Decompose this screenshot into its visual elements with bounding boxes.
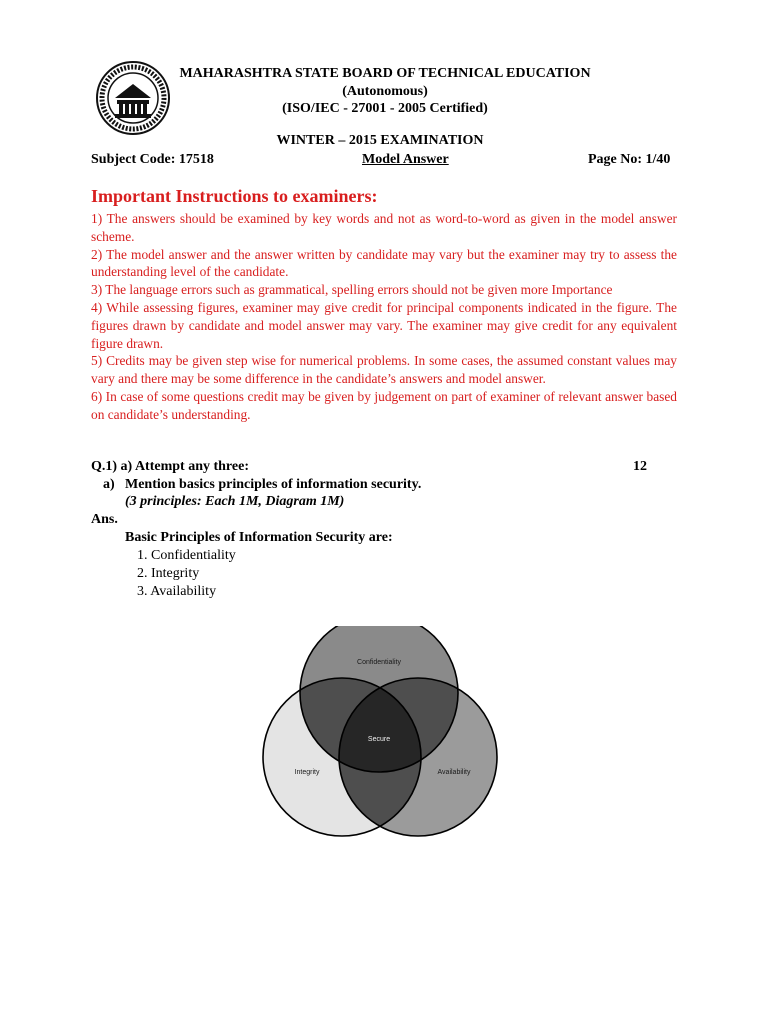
instruction-item: 2) The model answer and the answer written by candidate may vary but the examiner may try to assess the understanding level of the candidate. — [91, 246, 677, 280]
page-number: Page No: 1/40 — [588, 152, 671, 167]
instruction-item: 6) In case of some questions credit may be given by judgement on part of examiner of relevant answer based on candidate’s understanding. — [91, 388, 677, 422]
instruction-item: 3) The language errors such as grammatical, spelling errors should not be given more Importance — [91, 282, 613, 298]
org-name: MAHARASHTRA STATE BOARD OF TECHNICAL EDUCATION — [179, 66, 591, 81]
venn-diagram — [255, 626, 505, 846]
secure-label: Secure — [367, 736, 391, 743]
autonomous-label: (Autonomous) — [342, 84, 428, 99]
integrity-label: Integrity — [294, 769, 320, 776]
list-item: 1. Confidentiality — [137, 548, 236, 563]
sub-question-label: a) — [103, 477, 115, 492]
subject-code: Subject Code: 17518 — [91, 152, 214, 167]
instruction-item: 4) While assessing figures, examiner may give credit for principal components indicated in the figure. The figures drawn by candidate and model answer may vary. The examiner may give credit for any equivalent figure drawn. — [91, 299, 677, 351]
question-heading: Q.1) a) Attempt any three: — [91, 459, 249, 474]
instruction-item: 5) Credits may be given step wise for numerical problems. In some cases, the assumed constant values may vary and there may be some difference in the candidate’s answers and model answer. — [91, 353, 677, 387]
availability-label: Availability — [437, 769, 471, 776]
answer-heading: Basic Principles of Information Security are: — [125, 530, 393, 545]
list-item: 2. Integrity — [137, 566, 200, 581]
confidentiality-label: Confidentiality — [357, 659, 401, 666]
instructions-title: Important Instructions to examiners: — [91, 186, 378, 206]
instructions-list — [91, 210, 677, 424]
marking-scheme: (3 principles: Each 1M, Diagram 1M) — [125, 494, 345, 509]
certification-label: (ISO/IEC - 27001 - 2005 Certified) — [282, 101, 488, 116]
answer-label: Ans. — [91, 512, 118, 527]
question-marks: 12 — [633, 459, 647, 474]
list-item: 3. Availability — [137, 584, 217, 599]
principles-list — [137, 547, 236, 601]
model-answer-label: Model Answer — [362, 152, 449, 167]
instruction-item: 1) The answers should be examined by key words and not as word-to-word as given in the model answer scheme. — [91, 211, 677, 244]
exam-title: WINTER – 2015 EXAMINATION — [276, 133, 484, 148]
sub-question-text: Mention basics principles of information security. — [125, 477, 422, 492]
